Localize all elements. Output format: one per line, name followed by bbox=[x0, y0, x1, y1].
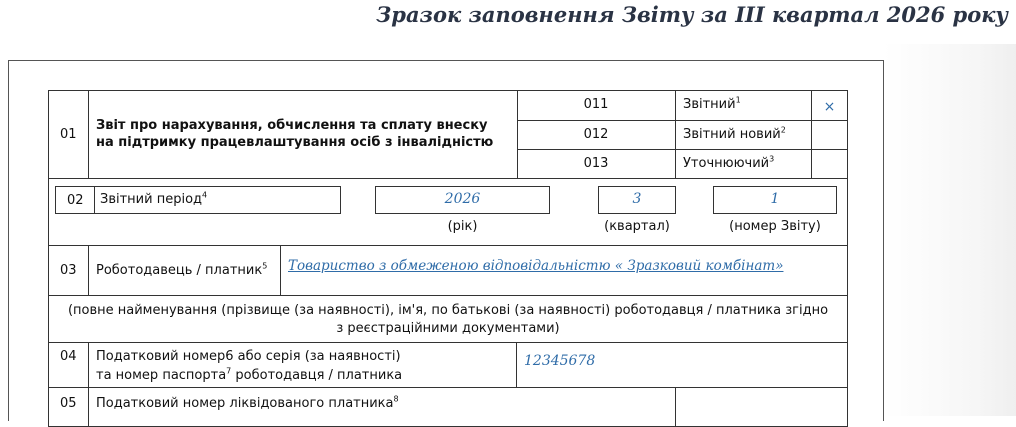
tax-number-label-line-1: Податковий номер6 або серія (за наявності) bbox=[96, 349, 401, 364]
row-04-label-divider bbox=[516, 342, 517, 388]
grid-line-h1 bbox=[517, 120, 848, 121]
grid-line-h2 bbox=[517, 149, 848, 150]
report-title-line-1: Звіт про нарахування, обчислення та сплату внеску bbox=[96, 118, 488, 133]
employer-caption-line-1: (повне найменування (прізвище (за наявності), ім'я, по батькові (за наявності) роботодавця / платника згідно bbox=[67, 303, 829, 318]
row-05-value-divider bbox=[675, 387, 676, 427]
quarter-caption: (квартал) bbox=[604, 219, 670, 234]
report-number-value: 1 bbox=[770, 191, 780, 207]
row-01-code: 01 bbox=[60, 127, 77, 142]
reporting-period-divider bbox=[94, 186, 95, 214]
report-title-line-2: на підтримку працевлаштування осіб з інвалідністю bbox=[96, 135, 494, 150]
liquidated-tax-number-label: Податковий номер ліквідованого платника$^8$ bbox=[96, 394, 399, 411]
option-011-checkbox[interactable]: × bbox=[823, 99, 836, 115]
option-012-code: 012 bbox=[583, 127, 609, 142]
option-013-label: Уточнюючий$^3$ bbox=[683, 154, 775, 171]
tax-number-value[interactable]: 12345678 bbox=[524, 353, 596, 369]
option-011-label: Звітний$^1$ bbox=[683, 95, 741, 112]
option-011-code: 011 bbox=[583, 97, 609, 112]
row-04-code-divider bbox=[88, 342, 89, 388]
tax-number-label-line-2: та номер паспорта$^7$ роботодавця / платника bbox=[96, 366, 403, 383]
row-04-code: 04 bbox=[60, 349, 77, 364]
report-number-caption: (номер Звіту) bbox=[729, 219, 821, 234]
document-heading: Зразок заповнення Звіту за III квартал 2026 року bbox=[376, 2, 1008, 27]
grid-line-v1 bbox=[675, 90, 676, 179]
row-02-code: 02 bbox=[67, 193, 84, 208]
page-shadow bbox=[884, 44, 1016, 416]
employer-name-value[interactable]: Товариство з обмеженою відповідальністю « Зразковий комбінат» bbox=[288, 258, 784, 274]
option-013-code: 013 bbox=[583, 156, 609, 171]
row-05-code: 05 bbox=[60, 396, 77, 411]
row-03-code: 03 bbox=[60, 263, 77, 278]
option-012-label: Звітний новий$^2$ bbox=[683, 125, 786, 142]
employer-caption-line-2: з реєстраційними документами) bbox=[336, 321, 560, 336]
year-value: 2026 bbox=[444, 191, 481, 207]
employer-label: Роботодавець / платник$^5$ bbox=[96, 261, 268, 278]
row-03-code-divider bbox=[88, 245, 89, 296]
option-012-checkbox[interactable] bbox=[812, 127, 847, 145]
row-03-label-divider bbox=[280, 245, 281, 296]
quarter-value: 3 bbox=[632, 191, 642, 207]
row-05-code-divider bbox=[88, 387, 89, 427]
reporting-period-label: Звітний період$^4$ bbox=[100, 190, 208, 207]
year-caption: (рік) bbox=[447, 219, 478, 234]
option-013-checkbox[interactable] bbox=[812, 156, 847, 174]
